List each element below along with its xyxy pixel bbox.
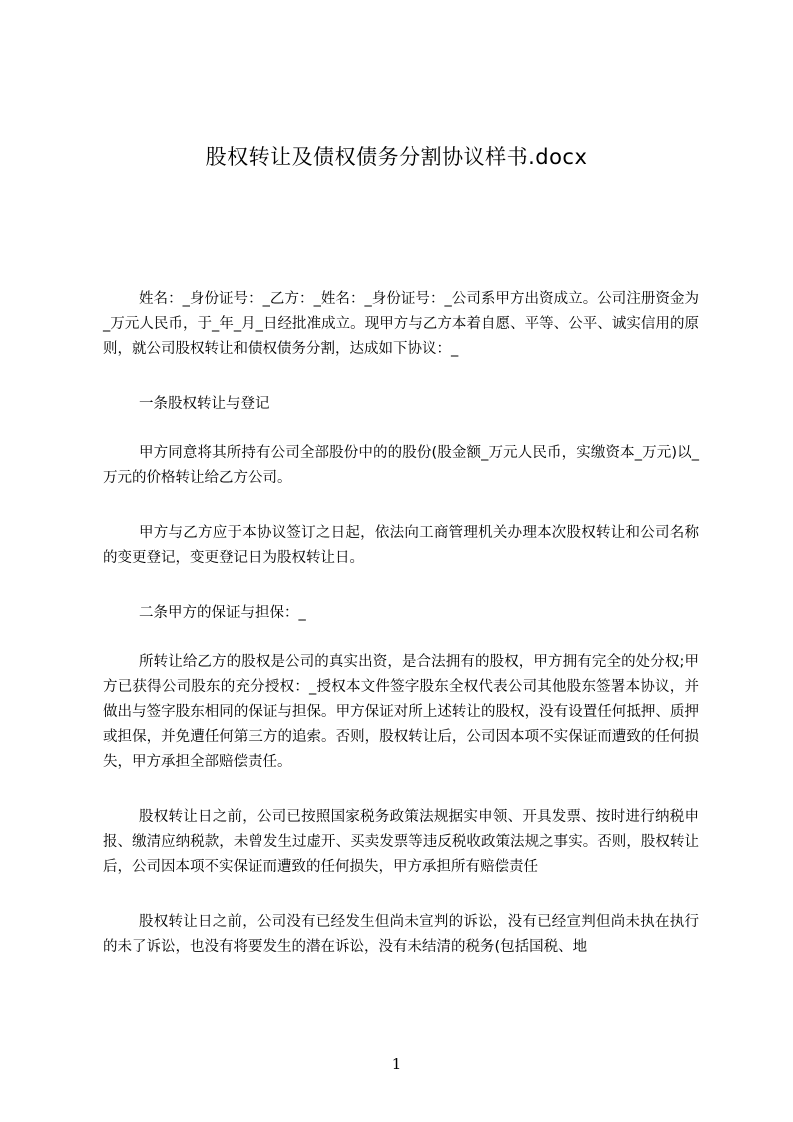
document-title: 股权转让及债权债务分割协议样书.docx: [205, 145, 588, 169]
paragraph: 甲方同意将其所持有公司全部股份中的的股份(股金额_万元人民币，实缴资本_万元)以_万元的价格转让给乙方公司。: [103, 445, 699, 486]
intro-paragraph: 姓名：_身份证号：_乙方：_姓名：_身份证号：_公司系甲方出资成立。公司注册资金为_万元人民币，于_年_月_日经批准成立。现甲方与乙方本着自愿、平等、公平、诚实信用的原则，就公司股权转让和债权债务分割，达成如下协议：_: [103, 291, 699, 357]
section-heading-2: 二条甲方的保证与担保：_: [139, 605, 306, 621]
paragraph: 股权转让日之前，公司没有已经发生但尚未宣判的诉讼，没有已经宣判但尚未执在执行的未了诉讼，也没有将要发生的潜在诉讼，没有未结清的税务(包括国税、地: [103, 914, 699, 955]
paragraph: 甲方与乙方应于本协议签订之日起，依法向工商管理机关办理本次股权转让和公司名称的变更登记，变更登记日为股权转让日。: [103, 525, 699, 566]
document-body: [103, 287, 699, 990]
page-number: 1: [391, 1055, 402, 1073]
paragraph: 所转让给乙方的股权是公司的真实出资，是合法拥有的股权，甲方拥有完全的处分权;甲方已获得公司股东的充分授权：_授权本文件签字股东全权代表公司其他股东签署本协议，并做出与签字股东相同的保证与担保。甲方保证对所上述转让的股权，没有设置任何抵押、质押或担保，并免遭任何第三方的追索。否则，股权转让后，公司因本项不实保证而遭致的任何损失，甲方承担全部赔偿责任。: [103, 654, 699, 770]
section-heading-1: 一条股权转让与登记: [139, 396, 270, 412]
paragraph: 股权转让日之前，公司已按照国家税务政策法规据实申领、开具发票、按时进行纳税申报、缴清应纳税款，未曾发生过虚开、买卖发票等违反税收政策法规之事实。否则，股权转让后，公司因本项不实保证而遭致的任何损失，甲方承担所有赔偿责任: [103, 809, 699, 875]
